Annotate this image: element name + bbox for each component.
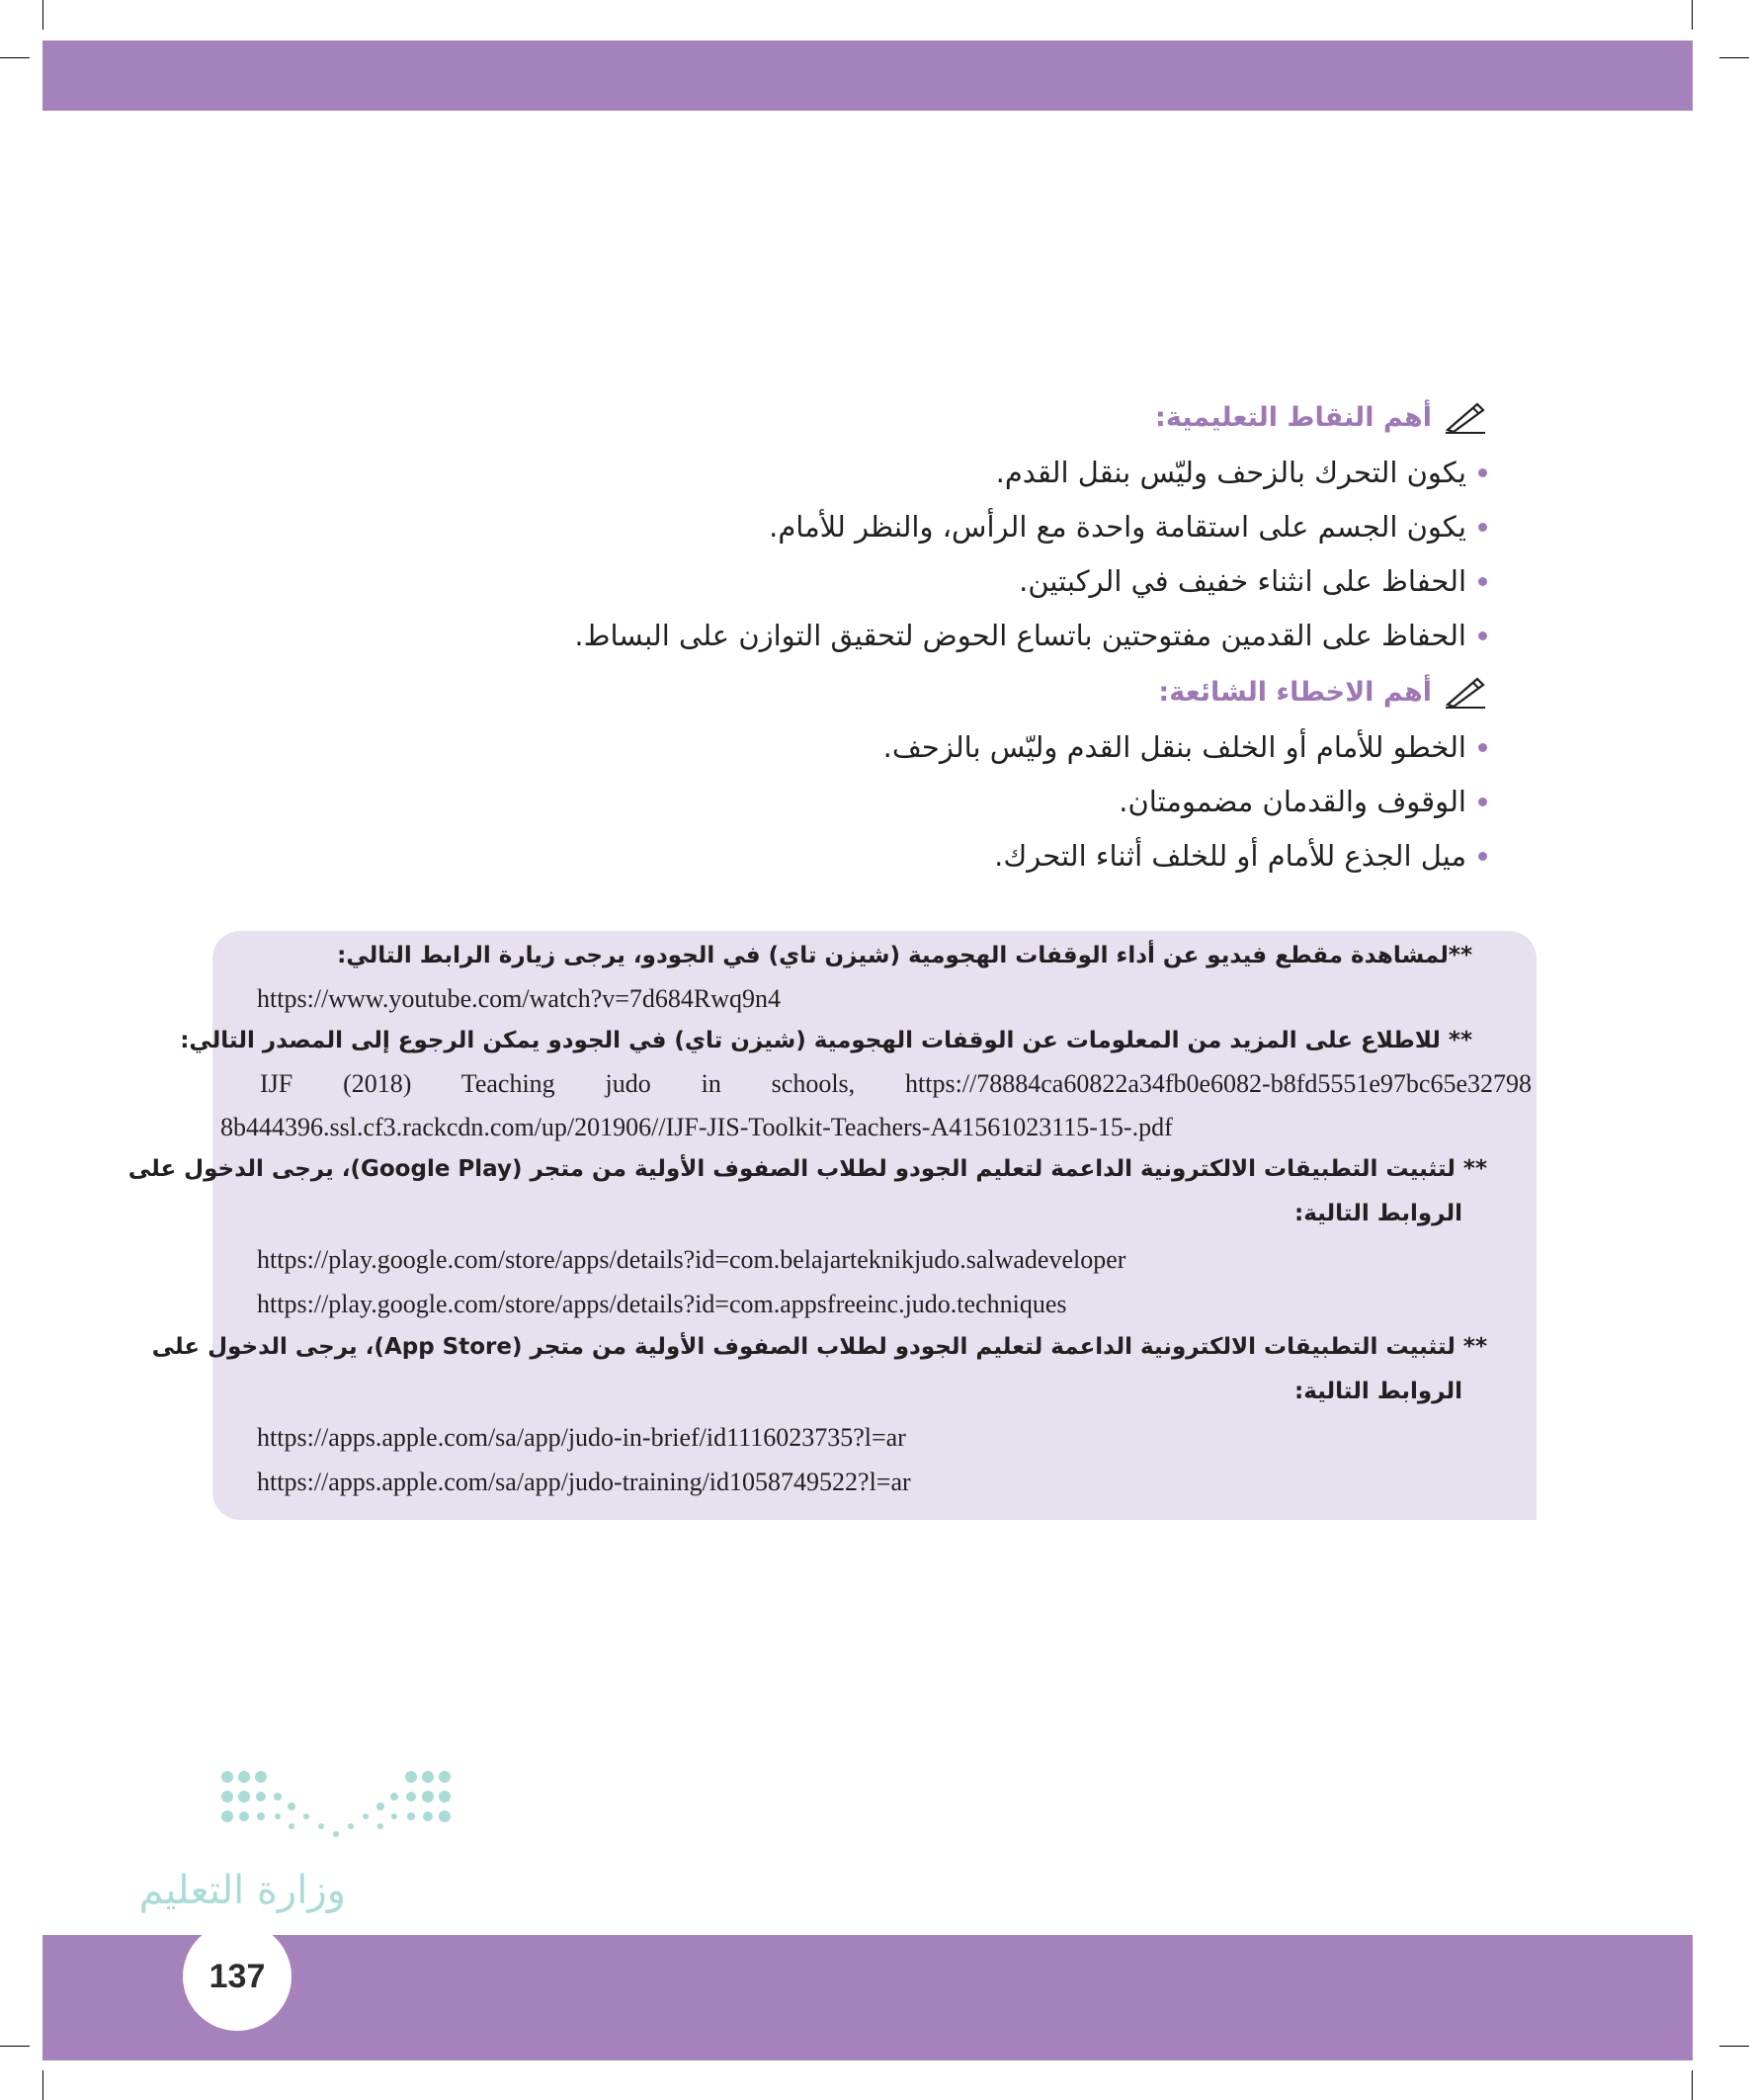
crop-mark bbox=[0, 2046, 30, 2047]
list-item-text: ميل الجذع للأمام أو للخلف أثناء التحرك. bbox=[994, 839, 1466, 873]
list-item bbox=[1019, 564, 1487, 598]
google-play-note: ** لتثبيت التطبيقات الالكترونية الداعمة لتعليم الجودو لطلاب الصفوف الأولية من متجر (Google Play)، يرجى الدخول على bbox=[127, 1156, 1487, 1182]
google-play-link-2[interactable]: https://play.google.com/store/apps/details?id=com.appsfreeinc.judo.techniques bbox=[257, 1290, 1067, 1318]
crop-mark bbox=[1692, 0, 1693, 30]
list-item bbox=[1119, 785, 1487, 818]
bullet-icon bbox=[1478, 798, 1487, 806]
ijf-source-line-2[interactable]: 8b444396.ssl.cf3.rackcdn.com/up/201906//IJF-JIS-Toolkit-Teachers-A41561023115-15-.pdf bbox=[220, 1113, 1173, 1141]
list-item-text: يكون الجسم على استقامة واحدة مع الرأس، والنظر للأمام. bbox=[769, 510, 1466, 544]
pencil-note-icon bbox=[1444, 400, 1487, 434]
page-number: 137 bbox=[208, 1957, 266, 1995]
google-play-note-cont: الروابط التالية: bbox=[1294, 1201, 1462, 1226]
common-errors-heading bbox=[1158, 675, 1487, 709]
more-info-note: ** للاطلاع على المزيد من المعلومات عن الوقفات الهجومية (شيزن تاي) في الجودو يمكن الرجوع إلى المصدر التالي: bbox=[180, 1028, 1472, 1053]
list-item-text: الخطو للأمام أو الخلف بنقل القدم وليّس بالزحف. bbox=[882, 730, 1466, 764]
teaching-points-title: أهم النقاط التعليمية: bbox=[1155, 401, 1432, 433]
bullet-icon bbox=[1478, 468, 1487, 477]
google-play-link-1[interactable]: https://play.google.com/store/apps/details?id=com.belajarteknikjudo.salwadeveloper bbox=[257, 1245, 1126, 1274]
bullet-icon bbox=[1478, 743, 1487, 752]
app-store-link-1[interactable]: https://apps.apple.com/sa/app/judo-in-brief/id1116023735?l=ar bbox=[257, 1423, 906, 1452]
logo-wordmark: وزارة التعليم bbox=[138, 1868, 346, 1913]
video-link[interactable]: https://www.youtube.com/watch?v=7d684Rwq9n4 bbox=[257, 984, 782, 1013]
pencil-note-icon bbox=[1444, 675, 1487, 709]
list-item-text: يكون التحرك بالزحف وليّس بنقل القدم. bbox=[995, 456, 1466, 489]
list-item-text: الوقوف والقدمان مضمومتان. bbox=[1119, 785, 1466, 818]
page-number-badge bbox=[183, 1922, 292, 2031]
teaching-points-heading bbox=[1155, 400, 1487, 434]
list-item bbox=[574, 619, 1487, 652]
video-note: **لمشاهدة مقطع فيديو عن أداء الوقفات الهجومية (شيزن تاي) في الجودو، يرجى زيارة الرابط التالي: bbox=[337, 943, 1472, 968]
list-item bbox=[769, 510, 1487, 544]
bottom-band bbox=[42, 1935, 1693, 2060]
bullet-icon bbox=[1478, 852, 1487, 861]
list-item bbox=[883, 730, 1487, 764]
crop-mark bbox=[42, 0, 43, 30]
crop-mark bbox=[0, 57, 30, 58]
list-item bbox=[994, 839, 1487, 873]
bullet-icon bbox=[1478, 523, 1487, 532]
app-store-link-2[interactable]: https://apps.apple.com/sa/app/judo-training/id1058749522?l=ar bbox=[257, 1468, 911, 1496]
ijf-source-line-1[interactable]: IJF (2018) Teaching judo in schools, https://78884ca60822a34fb0e6082-b8fd5551e97bc65e32798 bbox=[260, 1069, 1532, 1098]
crop-mark bbox=[1719, 2046, 1749, 2047]
crop-mark bbox=[1719, 57, 1749, 58]
list-item-text: الحفاظ على انثناء خفيف في الركبتين. bbox=[1019, 564, 1466, 598]
common-errors-title: أهم الاخطاء الشائعة: bbox=[1158, 676, 1432, 708]
app-store-note-cont: الروابط التالية: bbox=[1294, 1379, 1462, 1404]
top-band bbox=[42, 41, 1693, 111]
bullet-icon bbox=[1478, 631, 1487, 640]
crop-mark bbox=[42, 2070, 43, 2100]
app-store-note: ** لتثبيت التطبيقات الالكترونية الداعمة لتعليم الجودو لطلاب الصفوف الأولية من متجر (App Store)، يرجى الدخول على bbox=[151, 1334, 1487, 1360]
ministry-logo bbox=[94, 1769, 469, 1957]
bullet-icon bbox=[1478, 577, 1487, 586]
resources-box bbox=[127, 931, 1537, 1520]
list-item bbox=[996, 456, 1487, 489]
ministry-logo-dots bbox=[94, 1769, 469, 1878]
list-item-text: الحفاظ على القدمين مفتوحتين باتساع الحوض لتحقيق التوازن على البساط. bbox=[574, 619, 1466, 652]
crop-mark bbox=[1692, 2070, 1693, 2100]
